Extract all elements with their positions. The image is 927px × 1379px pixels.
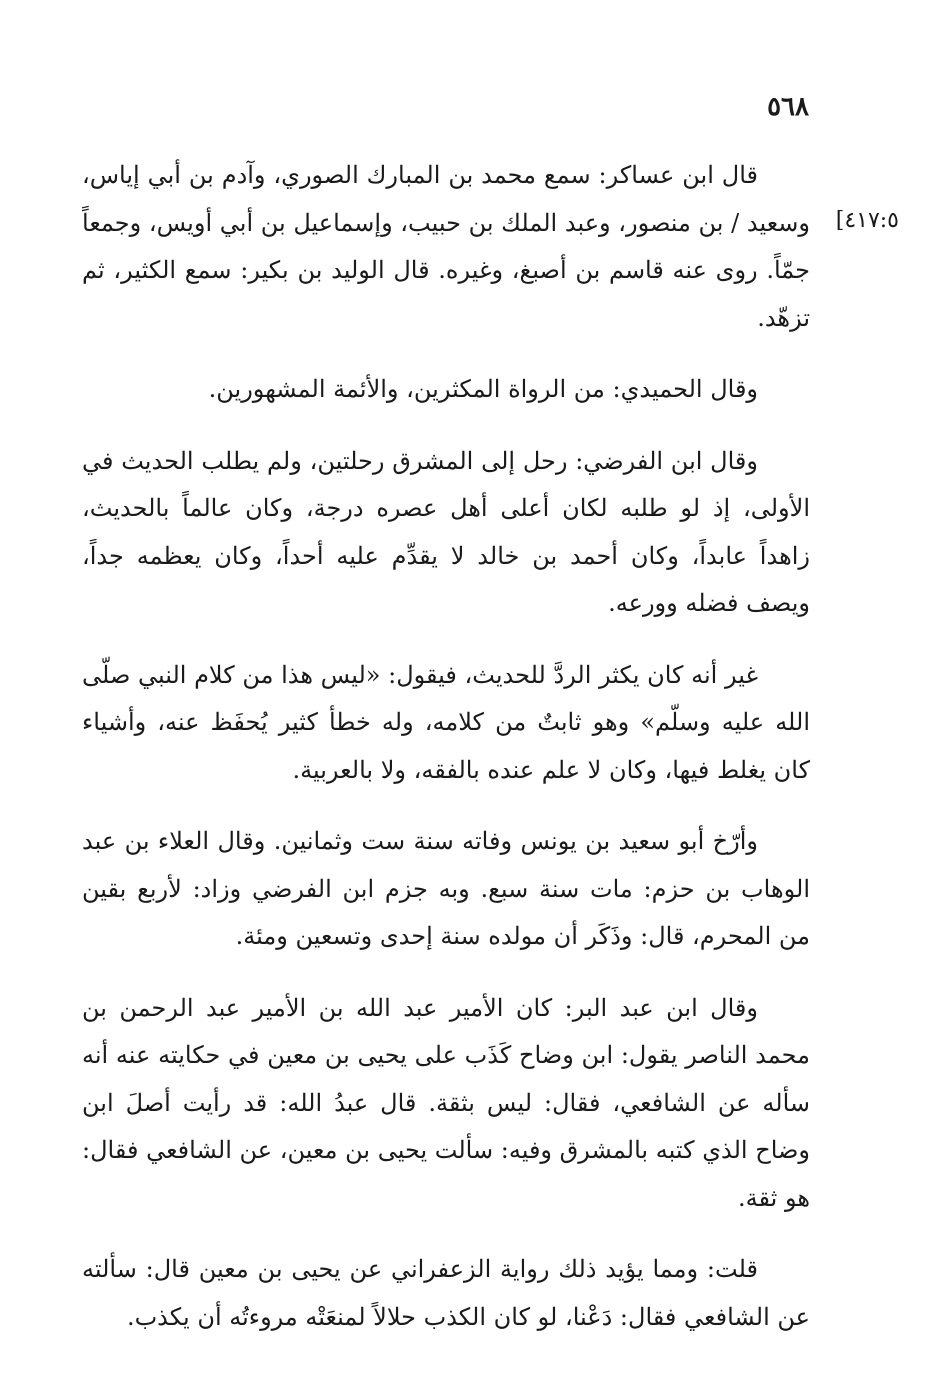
paragraph-death-date: وأرّخ أبو سعيد بن يونس وفاته سنة ست وثمانين. وقال العلاء بن عبد الوهاب بن حزم: مات سنة سبع. وبه جزم ابن الفرضي وزاد: لأربع بقين من المحرم، قال: وذَكَر أن مولده سنة إحدى وتسعين ومئة. xyxy=(82,827,810,950)
paragraph-ibn-asakir: قال ابن عساكر: سمع محمد بن المبارك الصوري، وآدم بن أبي إياس، وسعيد / بن منصور، وعبد الملك بن حبيب، وإسماعيل بن أبي أويس، وجمعاً جمّاً. روى عنه قاسم بن أصبغ، وغيره. قال الوليد بن بكير: سمع الكثير، ثم تزهّد. xyxy=(82,161,810,332)
body-text xyxy=(82,152,810,1365)
paragraph-author-note: قلت: ومما يؤيد ذلك رواية الزعفراني عن يحيى بن معين قال: سألته عن الشافعي فقال: دَعْنا، لو كان الكذب حلالاً لمنعَتْه مروءتُه أن يكذب. xyxy=(82,1255,810,1331)
paragraph-ibn-abd-al-barr: وقال ابن عبد البر: كان الأمير عبد الله بن الأمير عبد الرحمن بن محمد الناصر يقول: ابن وضاح كَذَب على يحيى بن معين في حكايته عنه أنه سأله عن الشافعي، فقال: ليس بثقة. قال عبدُ الله: قد رأيت أصلَ ابن وضاح الذي كتبه بالمشرق وفيه: سألت يحيى بن معين، عن الشافعي فقال: هو ثقة. xyxy=(82,993,810,1212)
page-number: ٥٦٨ xyxy=(767,92,809,122)
paragraph-criticism: غير أنه كان يكثر الردَّ للحديث، فيقول: «ليس هذا من كلام النبي صلّى الله عليه وسلّم» وهو ثابتٌ من كلامه، وله خطأ كثير يُحفَظ عنه، وأشياء كان يغلط فيها، وكان لا علم عنده بالفقه، ولا بالعربية. xyxy=(82,660,810,784)
paragraph-humaydi: وقال الحميدي: من الرواة المكثرين، والأئمة المشهورين. xyxy=(208,375,758,403)
margin-reference: [٤١٧:٥ xyxy=(835,208,899,233)
paragraph-ibn-faradi: وقال ابن الفرضي: رحل إلى المشرق رحلتين، ولم يطلب الحديث في الأولى، إذ لو طلبه لكان أعلى أهل عصره درجة، وكان عالماً بالحديث، زاهداً عابداً، وكان أحمد بن خالد لا يقدِّم عليه أحداً، وكان يعظمه جداً، ويصف فضله وورعه. xyxy=(82,446,810,617)
